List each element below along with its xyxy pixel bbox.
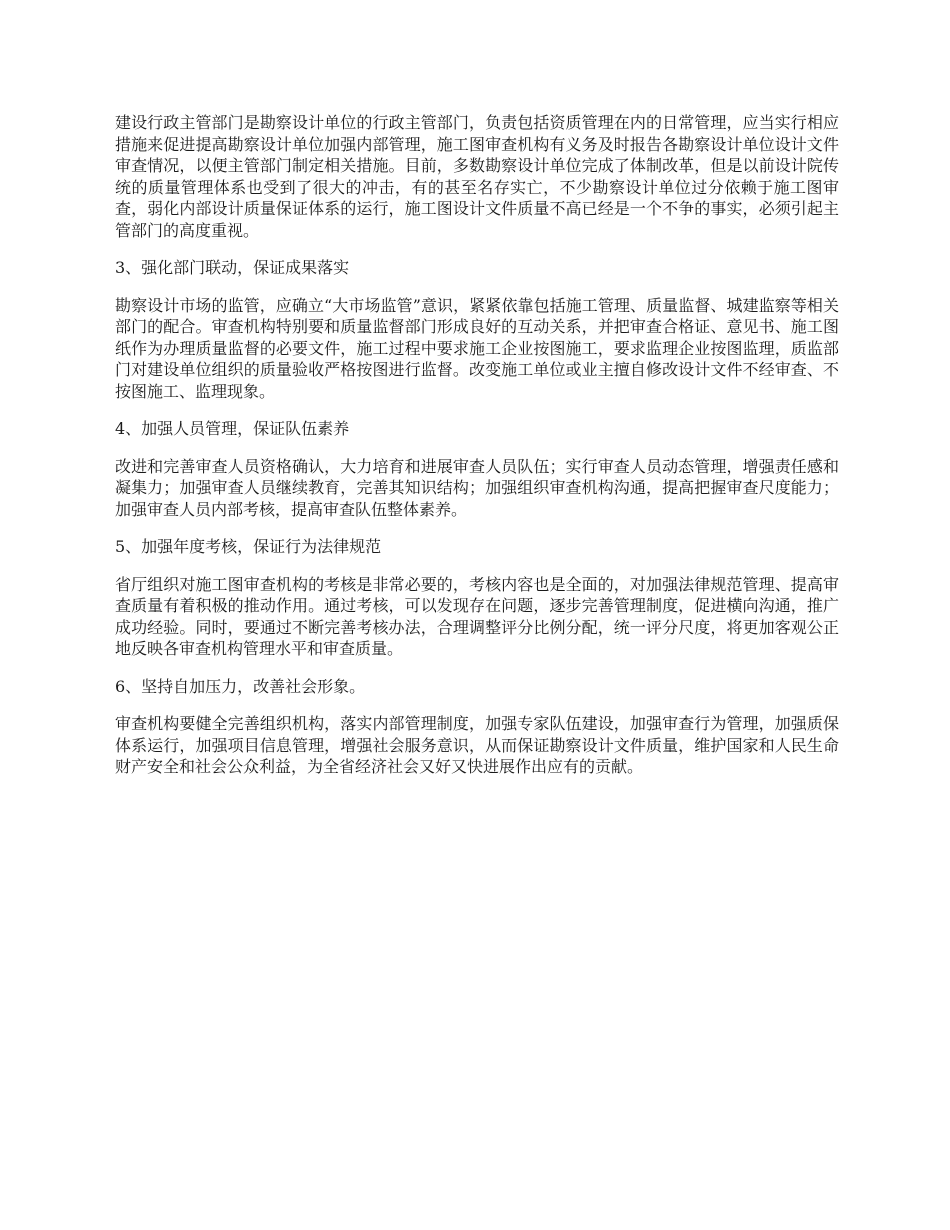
- paragraph-intro: 建设行政主管部门是勘察设计单位的行政主管部门，负责包括资质管理在内的日常管理，应当实行相应措施来促进提高勘察设计单位加强内部管理，施工图审查机构有义务及时报告各勘察设计单位设计文件审查情况，以便主管部门制定相关措施。目前，多数勘察设计单位完成了体制改革，但是以前设计院传统的质量管理体系也受到了很大的冲击，有的甚至名存实亡，不少勘察设计单位过分依赖于施工图审查，弱化内部设计质量保证体系的运行，施工图设计文件质量不高已经是一个不争的事实，必须引起主管部门的高度重视。: [115, 113, 839, 240]
- document-body: [115, 112, 839, 794]
- paragraph-section-6: 审查机构要健全完善组织机构，落实内部管理制度，加强专家队伍建设，加强审查行为管理，加强质保体系运行，加强项目信息管理，增强社会服务意识，从而保证勘察设计文件质量，维护国家和人民生命财产安全和社会公众利益，为全省经济社会又好又快进展作出应有的贡献。: [115, 714, 839, 776]
- paragraph-section-5: 省厅组织对施工图审查机构的考核是非常必要的，考核内容也是全面的，对加强法律规范管理、提高审查质量有着积极的推动作用。通过考核，可以发现存在问题，逐步完善管理制度，促进横向沟通，推广成功经验。同时，要通过不断完善考核办法，合理调整评分比例分配，统一评分尺度，将更加客观公正地反映各审查机构管理水平和审查质量。: [115, 574, 839, 658]
- heading-section-5: 5、加强年度考核，保证行为法律规范: [115, 537, 382, 556]
- paragraph-section-4: 改进和完善审查人员资格确认，大力培育和进展审查人员队伍；实行审查人员动态管理，增强责任感和凝集力；加强审查人员继续教育，完善其知识结构；加强组织审查机构沟通，提高把握审查尺度能力；加强审查人员内部考核，提高审查队伍整体素养。: [115, 456, 839, 519]
- heading-section-4: 4、加强人员管理，保证队伍素养: [115, 419, 350, 438]
- paragraph-section-3: 勘察设计市场的监管，应确立“大市场监管”意识，紧紧依靠包括施工管理、质量监督、城建监察等相关部门的配合。审查机构特别要和质量监督部门形成良好的互动关系，并把审查合格证、意见书、施工图纸作为办理质量监督的必要文件，施工过程中要求施工企业按图施工，要求监理企业按图监理，质监部门对建设单位组织的质量验收严格按图进行监督。改变施工单位或业主擅自修改设计文件不经审查、不按图施工、监理现象。: [115, 295, 839, 401]
- heading-section-3: 3、强化部门联动，保证成果落实: [115, 258, 350, 277]
- heading-section-6: 6、坚持自加压力，改善社会形象。: [115, 676, 366, 696]
